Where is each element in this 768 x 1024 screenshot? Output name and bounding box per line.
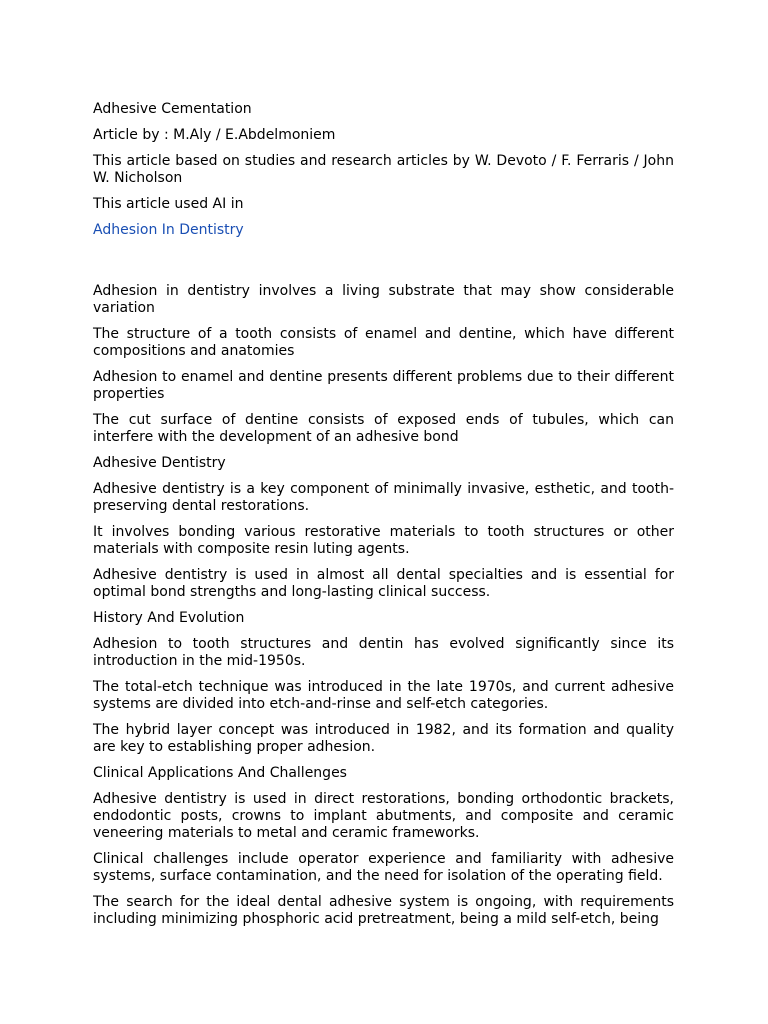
intro-paragraph: The cut surface of dentine consists of exposed ends of tubules, which can interfere with the development of an adhesive bond bbox=[93, 412, 674, 445]
adhesion-in-dentistry-link[interactable]: Adhesion In Dentistry bbox=[93, 222, 244, 238]
section-heading-clinical: Clinical Applications And Challenges bbox=[93, 765, 347, 781]
section-paragraph: It involves bonding various restorative materials to tooth structures or other materials with composite resin luting agents. bbox=[93, 524, 674, 557]
link-paragraph bbox=[93, 222, 674, 239]
section-paragraph: The hybrid layer concept was introduced in 1982, and its formation and quality are key to establishing proper adhesion. bbox=[93, 722, 674, 755]
document-page bbox=[93, 101, 674, 937]
intro-paragraph: The structure of a tooth consists of enamel and dentine, which have different compositions and anatomies bbox=[93, 326, 674, 359]
section-paragraph: Adhesive dentistry is used in direct restorations, bonding orthodontic brackets, endodontic posts, crowns to implant abutments, and composite and ceramic veneering materials to metal and ceramic frameworks. bbox=[93, 791, 674, 841]
ai-note: This article used AI in bbox=[93, 196, 244, 212]
authors-line: Article by : M.Aly / E.Abdelmoniem bbox=[93, 127, 336, 143]
section-paragraph: Adhesion to tooth structures and dentin has evolved significantly since its introduction in the mid-1950s. bbox=[93, 636, 674, 669]
intro-paragraph: Adhesion in dentistry involves a living substrate that may show considerable variation bbox=[93, 283, 674, 316]
section-paragraph: Clinical challenges include operator experience and familiarity with adhesive systems, surface contamination, and the need for isolation of the operating field. bbox=[93, 851, 674, 884]
section-paragraph: The total-etch technique was introduced in the late 1970s, and current adhesive systems are divided into etch-and-rinse and self-etch categories. bbox=[93, 679, 674, 712]
sources-line: This article based on studies and research articles by W. Devoto / F. Ferraris / John W. Nicholson bbox=[93, 153, 674, 186]
blank-space bbox=[93, 248, 674, 283]
document-title: Adhesive Cementation bbox=[93, 101, 252, 117]
section-heading-adhesive-dentistry: Adhesive Dentistry bbox=[93, 455, 226, 471]
section-paragraph: Adhesive dentistry is a key component of minimally invasive, esthetic, and tooth-preserving dental restorations. bbox=[93, 481, 674, 514]
section-heading-history: History And Evolution bbox=[93, 610, 245, 626]
section-paragraph-truncated: The search for the ideal dental adhesive system is ongoing, with requirements including minimizing phosphoric acid pretreatment, being a mild self-etch, being bbox=[93, 894, 674, 927]
section-paragraph: Adhesive dentistry is used in almost all dental specialties and is essential for optimal bond strengths and long-lasting clinical success. bbox=[93, 567, 674, 600]
intro-paragraph: Adhesion to enamel and dentine presents different problems due to their different properties bbox=[93, 369, 674, 402]
